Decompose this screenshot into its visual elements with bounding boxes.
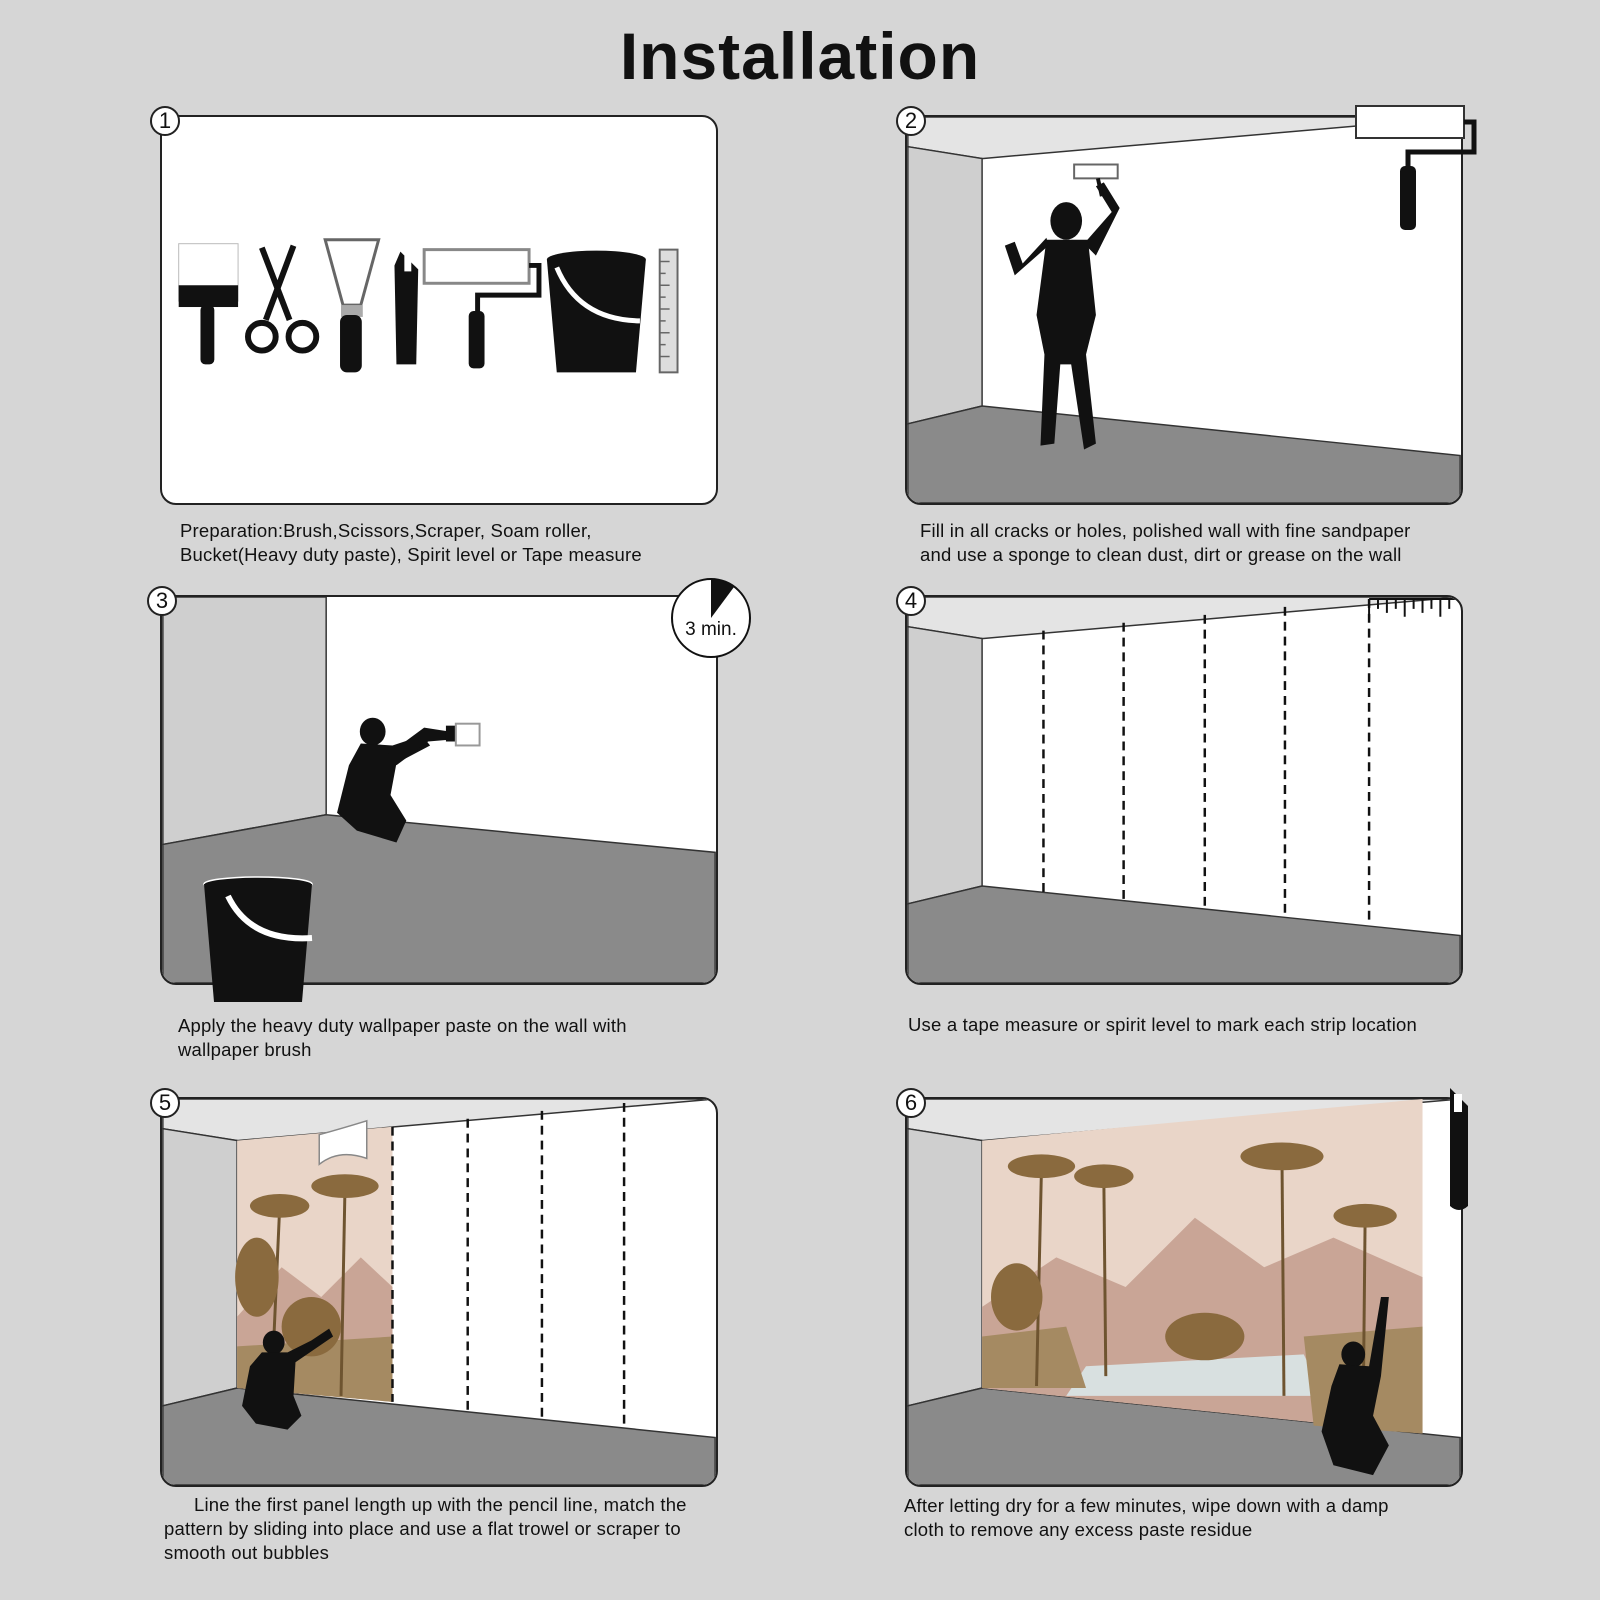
bucket-icon: [547, 251, 646, 373]
step-6-number: 6: [896, 1088, 926, 1118]
step-1-caption: Preparation:Brush,Scissors,Scraper, Soam roller, Bucket(Heavy duty paste), Spirit level or Tape measure: [180, 520, 642, 565]
step-1-number: 1: [150, 106, 180, 136]
scraper-icon: [325, 240, 378, 373]
step-3-bucket-icon: [200, 876, 320, 1008]
brush-icon: [446, 724, 480, 746]
step-4-illustration: [905, 595, 1463, 985]
timer-icon: [670, 577, 752, 659]
page-title: Installation: [619, 19, 981, 93]
paint-roller-icon: [1074, 165, 1118, 197]
step-6-illustration: [905, 1097, 1463, 1487]
step-2-roller-icon: [1350, 100, 1480, 235]
step-5-illustration: [160, 1097, 718, 1487]
step-6-utility-knife-icon: [1442, 1086, 1476, 1216]
step-2-caption: Fill in all cracks or holes, polished wall with fine sandpaper and use a sponge to clean dust, dirt or grease on the wall: [920, 520, 1411, 565]
brush-icon: [179, 244, 238, 365]
step-5-number: 5: [150, 1088, 180, 1118]
strip-guide-lines: [392, 1103, 624, 1428]
step-2-number: 2: [896, 106, 926, 136]
timer-label: 3 min.: [685, 619, 737, 640]
step-3-caption: Apply the heavy duty wallpaper paste on the wall with wallpaper brush: [178, 1015, 627, 1060]
step-6-caption: After letting dry for a few minutes, wipe down with a damp cloth to remove any excess paste residue: [904, 1495, 1389, 1540]
strip-guide-lines: [1043, 599, 1369, 926]
person-silhouette: [337, 718, 452, 843]
utility-knife-icon: [394, 252, 418, 365]
scissors-icon: [248, 246, 316, 351]
ruler-icon: [660, 250, 678, 373]
step-5-caption: Line the first panel length up with the pencil line, match the pattern by sliding into place and use a flat trowel or scraper to smooth out bubbles: [164, 1494, 687, 1563]
step-1-illustration: [160, 115, 718, 505]
step-4-number: 4: [896, 586, 926, 616]
step-4-caption: Use a tape measure or spirit level to mark each strip location: [908, 1014, 1418, 1035]
paint-roller-icon: [424, 250, 539, 369]
step-3-number: 3: [147, 586, 177, 616]
